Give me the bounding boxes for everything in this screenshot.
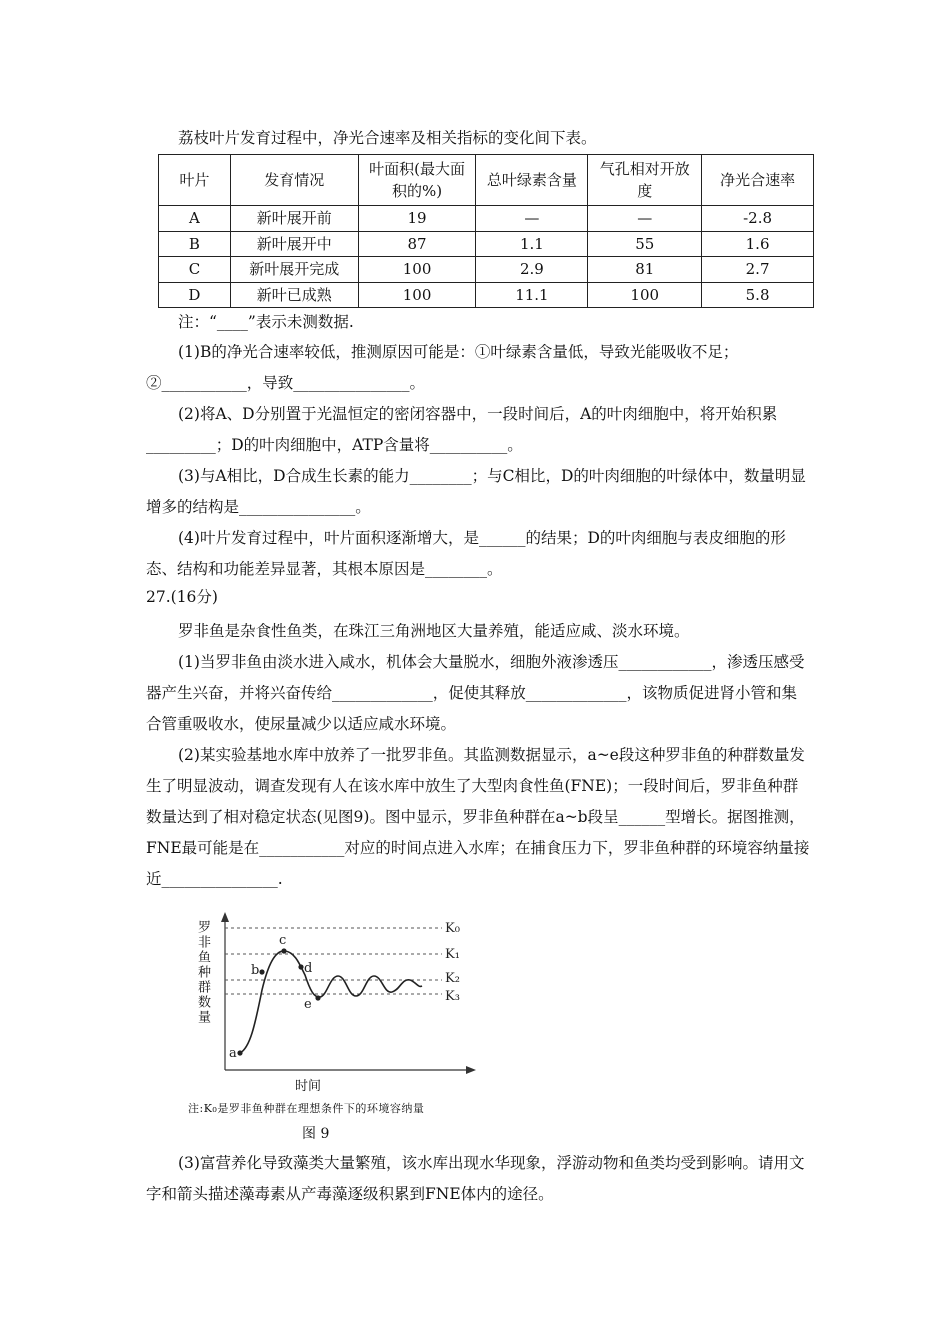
table-cell: 55 bbox=[588, 231, 702, 257]
question-27-title: 27.(16分) bbox=[146, 588, 218, 606]
table-cell: 87 bbox=[358, 231, 476, 257]
table-row bbox=[159, 257, 814, 283]
figure-caption: 图 9 bbox=[302, 1126, 330, 1142]
question-26-part-3: (3)与A相比，D合成生长素的能力________；与C相比，D的叶肉细胞的叶绿体中，数量明显增多的结构是_______________。 bbox=[146, 467, 806, 516]
header-chlorophyll: 总叶绿素含量 bbox=[476, 155, 588, 206]
intro-text: 荔枝叶片发育过程中，净光合速率及相关指标的变化间下表。 bbox=[178, 129, 597, 147]
x-axis-label: 时间 bbox=[295, 1079, 322, 1094]
table-cell: 100 bbox=[588, 282, 702, 308]
table-cell: D bbox=[159, 282, 231, 308]
header-leaf-area: 叶面积(最大面积的%) bbox=[358, 155, 476, 206]
table-cell: 100 bbox=[358, 257, 476, 283]
table-cell: 2.9 bbox=[476, 257, 588, 283]
table-row bbox=[159, 282, 814, 308]
population-curve-graph bbox=[180, 910, 500, 1100]
table-cell: 5.8 bbox=[702, 282, 814, 308]
table-cell: 新叶展开前 bbox=[230, 206, 358, 232]
question-26-part-2: (2)将A、D分别置于光温恒定的密闭容器中，一段时间后，A的叶肉细胞中，将开始积累_________；D的叶肉细胞中，ATP含量将__________。 bbox=[146, 405, 778, 454]
table-cell: 新叶展开中 bbox=[230, 231, 358, 257]
label-k2: K₂ bbox=[445, 971, 460, 986]
table-header-row bbox=[159, 155, 814, 206]
question-27-intro: 罗非鱼是杂食性鱼类，在珠江三角洲地区大量养殖，能适应咸、淡水环境。 bbox=[178, 622, 690, 640]
label-c: c bbox=[279, 933, 287, 948]
figure-9 bbox=[180, 910, 500, 1150]
table-cell: 1.6 bbox=[702, 231, 814, 257]
point-c-marker bbox=[281, 948, 286, 953]
point-b-marker bbox=[259, 969, 264, 974]
leaf-data-table bbox=[158, 154, 814, 308]
table-cell: 81 bbox=[588, 257, 702, 283]
label-a: a bbox=[229, 1046, 237, 1061]
table-cell: — bbox=[476, 206, 588, 232]
header-stomata: 气孔相对开放度 bbox=[588, 155, 702, 206]
label-d: d bbox=[304, 961, 313, 976]
x-axis-arrow-icon bbox=[466, 1066, 476, 1074]
label-k0: K₀ bbox=[445, 921, 460, 936]
table-cell: -2.8 bbox=[702, 206, 814, 232]
y-axis-label: 罗非鱼种群数量 bbox=[195, 920, 210, 1025]
question-27-part-1: (1)当罗非鱼由淡水进入咸水，机体会大量脱水，细胞外液渗透压____________，渗透压感受器产生兴奋，并将兴奋传给_____________，促使其释放_____________，该物质促进肾小管和集合管重吸收水，使尿量减少以适应咸水环境。 bbox=[146, 653, 805, 733]
point-d-marker bbox=[298, 964, 303, 969]
header-development: 发育情况 bbox=[230, 155, 358, 206]
question-27-part-3: (3)富营养化导致藻类大量繁殖，该水库出现水华现象，浮游动物和鱼类均受到影响。请用文字和箭头描述藻毒素从产毒藻逐级积累到FNE体内的途径。 bbox=[146, 1154, 805, 1203]
table-cell: A bbox=[159, 206, 231, 232]
table-note: 注：“____”表示未测数据. bbox=[178, 313, 354, 331]
label-e: e bbox=[304, 997, 312, 1012]
point-e-marker bbox=[315, 995, 320, 1000]
table-cell: C bbox=[159, 257, 231, 283]
label-k3: K₃ bbox=[445, 989, 460, 1004]
question-27-part-2: (2)某实验基地水库中放养了一批罗非鱼。其监测数据显示，a~e段这种罗非鱼的种群数量发生了明显波动，调查发现有人在该水库中放生了大型肉食性鱼(FNE)；一段时间后，罗非鱼种群数量达到了相对稳定状态(见图9)。图中显示，罗非鱼种群在a~b段呈______型增长。据图推测，FNE最可能是在___________对应的时间点进入水库；在捕食压力下，罗非鱼种群的环境容纳量接近_______________. bbox=[146, 746, 810, 888]
table-cell: 100 bbox=[358, 282, 476, 308]
figure-note: 注:K₀是罗非鱼种群在理想条件下的环境容纳量 bbox=[188, 1102, 425, 1115]
table-cell: 1.1 bbox=[476, 231, 588, 257]
population-curve bbox=[240, 951, 422, 1053]
label-b: b bbox=[251, 963, 260, 978]
point-a-marker bbox=[237, 1050, 242, 1055]
question-26-part-4: (4)叶片发育过程中，叶片面积逐渐增大，是______的结果；D的叶肉细胞与表皮细胞的形态、结构和功能差异显著，其根本原因是________。 bbox=[146, 529, 786, 578]
table-cell: 2.7 bbox=[702, 257, 814, 283]
header-net-photosynthesis: 净光合速率 bbox=[702, 155, 814, 206]
table-row bbox=[159, 206, 814, 232]
label-k1: K₁ bbox=[445, 947, 460, 962]
question-26-part-1: (1)B的净光合速率较低，推测原因可能是：①叶绿素含量低，导致光能吸收不足；②___________，导致_______________。 bbox=[146, 343, 739, 392]
header-leaf: 叶片 bbox=[159, 155, 231, 206]
table-cell: 新叶展开完成 bbox=[230, 257, 358, 283]
table-cell: 11.1 bbox=[476, 282, 588, 308]
table-cell: B bbox=[159, 231, 231, 257]
table-cell: 新叶已成熟 bbox=[230, 282, 358, 308]
table-row bbox=[159, 231, 814, 257]
table-cell: — bbox=[588, 206, 702, 232]
table-cell: 19 bbox=[358, 206, 476, 232]
y-axis-arrow-icon bbox=[221, 912, 229, 922]
